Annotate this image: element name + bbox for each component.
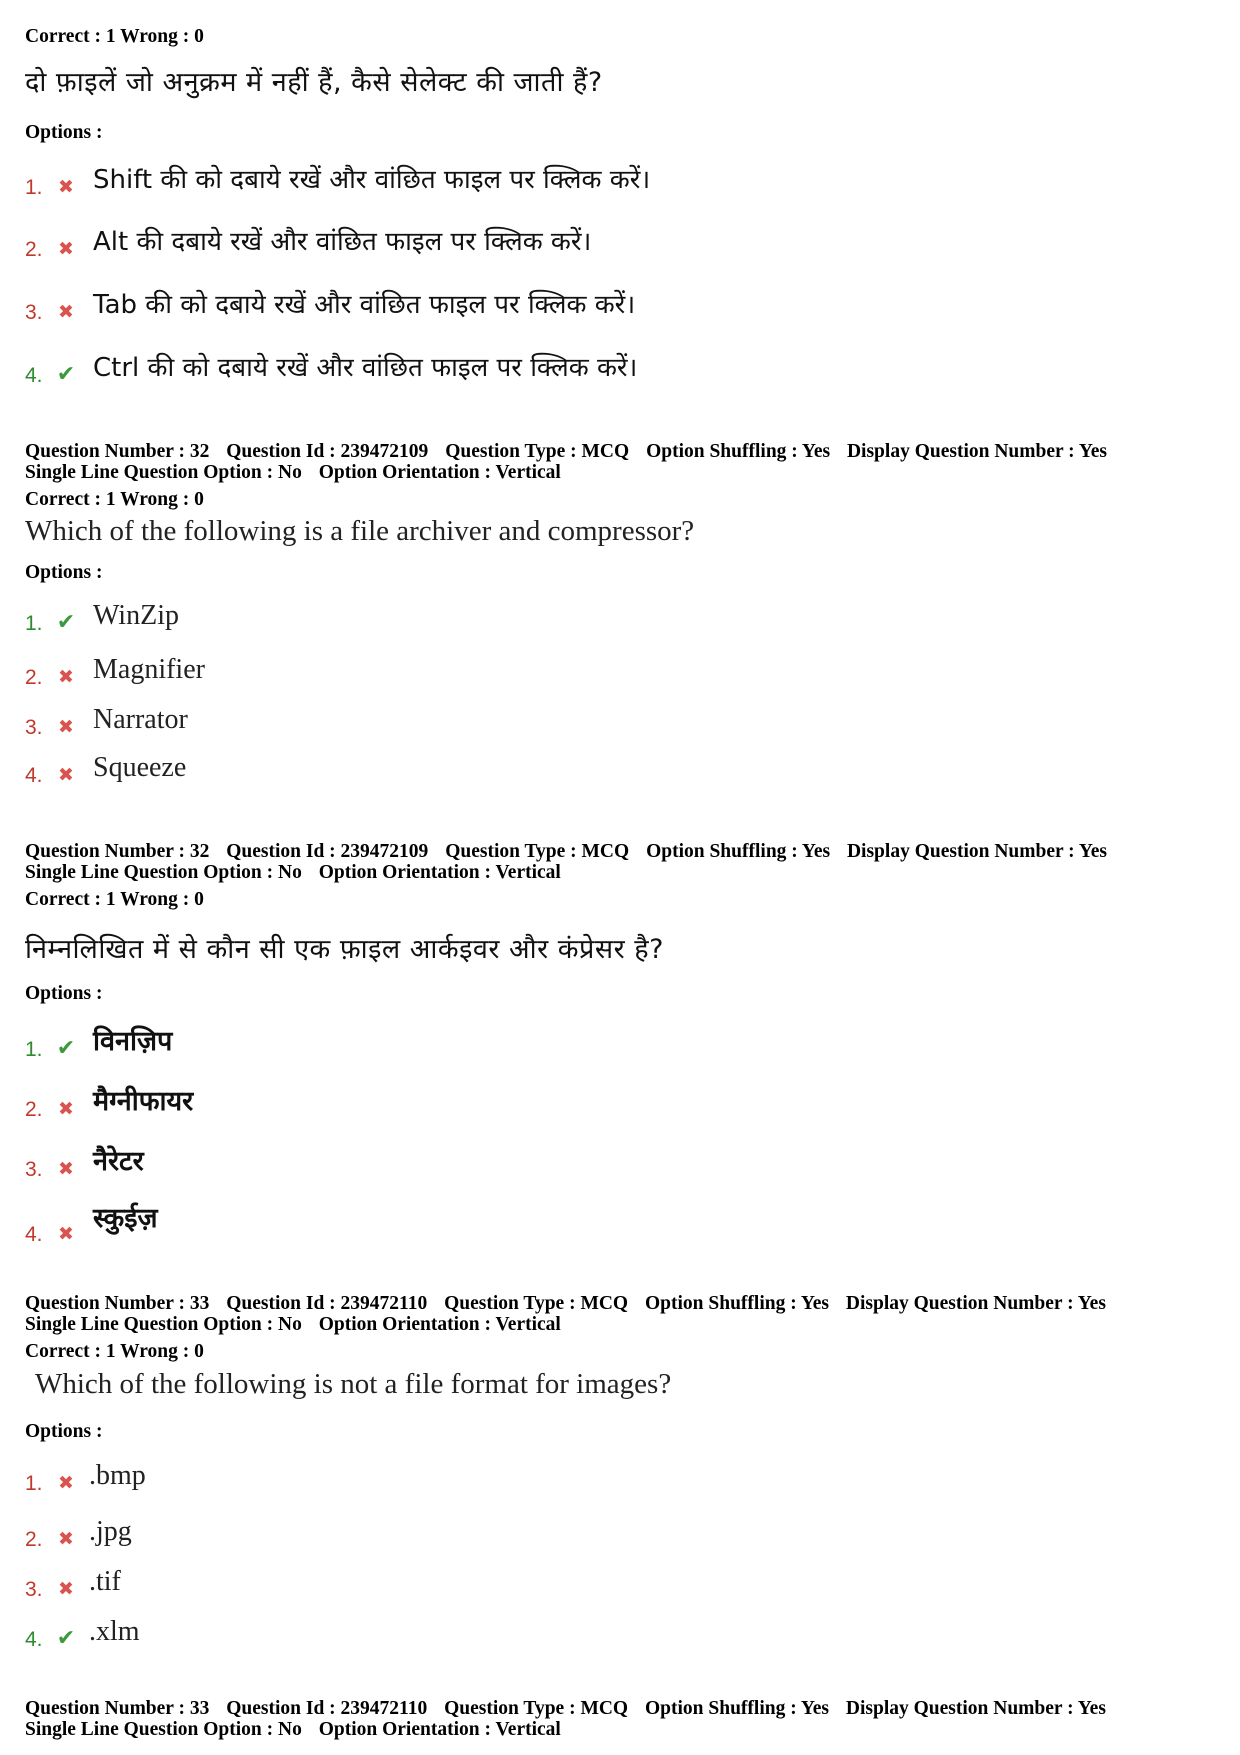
option-number: 3. xyxy=(25,1158,43,1181)
question-text: दो फ़ाइलें जो अनुक्रम में नहीं हैं, कैसे सेलेक्ट की जाती हैं? xyxy=(25,67,603,98)
option-item xyxy=(25,1080,1125,1124)
option-text: Alt की दबाये रखें और वांछित फाइल पर क्लिक करें। xyxy=(93,227,592,257)
option-shuffling: Option Shuffling : Yes xyxy=(644,1698,830,1719)
option-text: .tif xyxy=(89,1566,121,1597)
option-orientation: Option Orientation : Vertical xyxy=(318,462,561,483)
question-type: Question Type : MCQ xyxy=(444,1698,629,1719)
option-number: 2. xyxy=(25,1528,43,1551)
option-item xyxy=(25,1510,1125,1554)
question-text: निम्नलिखित में से कौन सी एक फ़ाइल आर्कइवर और कंप्रेसर है? xyxy=(25,934,664,965)
option-text: Narrator xyxy=(93,704,188,735)
option-number: 1. xyxy=(25,176,43,199)
option-item xyxy=(25,1205,1125,1249)
option-item xyxy=(25,1454,1125,1498)
options-label: Options : xyxy=(25,562,103,583)
single-line-option: Single Line Question Option : No xyxy=(25,1314,302,1335)
option-item xyxy=(25,746,1125,790)
option-number: 3. xyxy=(25,1578,43,1601)
option-item xyxy=(25,283,1125,327)
option-text: विनज़िप xyxy=(93,1026,173,1057)
option-item xyxy=(25,1560,1125,1604)
correct-wrong-count: Correct : 1 Wrong : 0 xyxy=(25,489,204,510)
question-type: Question Type : MCQ xyxy=(444,1293,629,1314)
cross-icon: ✖ xyxy=(58,1472,74,1494)
option-orientation: Option Orientation : Vertical xyxy=(318,1314,561,1335)
option-number: 3. xyxy=(25,716,43,739)
display-question-number: Display Question Number : Yes xyxy=(846,441,1107,462)
option-text: Magnifier xyxy=(93,654,205,685)
option-text: .xlm xyxy=(89,1616,140,1647)
cross-icon: ✖ xyxy=(58,1098,74,1120)
option-item xyxy=(25,1610,1125,1654)
options-label: Options : xyxy=(25,1421,103,1442)
option-number: 2. xyxy=(25,666,43,689)
correct-wrong-count: Correct : 1 Wrong : 0 xyxy=(25,1341,204,1362)
cross-icon: ✖ xyxy=(58,764,74,786)
display-question-number: Display Question Number : Yes xyxy=(845,1293,1106,1314)
cross-icon: ✖ xyxy=(58,1528,74,1550)
option-text: Tab की को दबाये रखें और वांछित फाइल पर क्लिक करें। xyxy=(93,290,636,320)
question-number: Question Number : 32 xyxy=(25,841,210,862)
single-line-option: Single Line Question Option : No xyxy=(25,862,302,883)
question-text: Which of the following is a file archiver and compressor? xyxy=(25,515,695,547)
question-meta xyxy=(25,1293,1215,1335)
option-shuffling: Option Shuffling : Yes xyxy=(646,841,831,862)
question-id: Question Id : 239472110 xyxy=(226,1698,428,1719)
single-line-option: Single Line Question Option : No xyxy=(25,1719,302,1740)
option-item xyxy=(25,648,1125,692)
cross-icon: ✖ xyxy=(58,716,74,738)
question-id: Question Id : 239472110 xyxy=(226,1293,428,1314)
question-id: Question Id : 239472109 xyxy=(226,841,429,862)
option-text: Squeeze xyxy=(93,752,187,783)
option-text: .jpg xyxy=(89,1516,132,1547)
cross-icon: ✖ xyxy=(58,238,74,260)
option-number: 1. xyxy=(25,1038,43,1061)
option-number: 4. xyxy=(25,1223,43,1246)
question-id: Question Id : 239472109 xyxy=(226,441,429,462)
display-question-number: Display Question Number : Yes xyxy=(845,1698,1106,1719)
option-item xyxy=(25,158,1125,202)
option-text: नैरेटर xyxy=(93,1146,144,1177)
cross-icon: ✖ xyxy=(58,176,74,198)
cross-icon: ✖ xyxy=(58,1223,74,1245)
option-number: 2. xyxy=(25,238,43,261)
option-orientation: Option Orientation : Vertical xyxy=(318,1719,561,1740)
options-label: Options : xyxy=(25,122,103,143)
question-meta xyxy=(25,841,1215,883)
option-text: स्कुईज़ xyxy=(93,1203,158,1234)
option-item xyxy=(25,220,1125,264)
question-meta xyxy=(25,441,1215,483)
cross-icon: ✖ xyxy=(58,1578,74,1600)
option-item xyxy=(25,594,1125,638)
option-number: 1. xyxy=(25,612,43,635)
question-number: Question Number : 32 xyxy=(25,441,210,462)
option-text: Shift की को दबाये रखें और वांछित फाइल पर क्लिक करें। xyxy=(93,165,651,195)
question-number: Question Number : 33 xyxy=(25,1698,210,1719)
single-line-option: Single Line Question Option : No xyxy=(25,462,302,483)
option-text: .bmp xyxy=(89,1460,146,1491)
display-question-number: Display Question Number : Yes xyxy=(846,841,1107,862)
option-shuffling: Option Shuffling : Yes xyxy=(644,1293,830,1314)
option-number: 2. xyxy=(25,1098,43,1121)
question-type: Question Type : MCQ xyxy=(445,441,630,462)
option-text: Ctrl की को दबाये रखें और वांछित फाइल पर क्लिक करें। xyxy=(93,353,638,383)
question-number: Question Number : 33 xyxy=(25,1293,210,1314)
check-icon: ✔ xyxy=(56,610,76,635)
option-item xyxy=(25,1020,1125,1064)
check-icon: ✔ xyxy=(56,1626,76,1651)
option-item xyxy=(25,698,1125,742)
option-number: 4. xyxy=(25,764,43,787)
option-item xyxy=(25,346,1125,390)
option-item xyxy=(25,1140,1125,1184)
option-number: 4. xyxy=(25,364,43,387)
question-type: Question Type : MCQ xyxy=(445,841,630,862)
option-orientation: Option Orientation : Vertical xyxy=(318,862,561,883)
option-number: 4. xyxy=(25,1628,43,1651)
check-icon: ✔ xyxy=(56,362,76,387)
question-meta xyxy=(25,1698,1215,1740)
cross-icon: ✖ xyxy=(58,1158,74,1180)
correct-wrong-count: Correct : 1 Wrong : 0 xyxy=(25,889,204,910)
option-text: WinZip xyxy=(93,600,179,631)
cross-icon: ✖ xyxy=(58,666,74,688)
option-text: मैग्नीफायर xyxy=(93,1086,194,1117)
option-number: 3. xyxy=(25,301,43,324)
option-number: 1. xyxy=(25,1472,43,1495)
cross-icon: ✖ xyxy=(58,301,74,323)
correct-wrong-count: Correct : 1 Wrong : 0 xyxy=(25,26,204,47)
check-icon: ✔ xyxy=(56,1036,76,1061)
question-text: Which of the following is not a file format for images? xyxy=(35,1368,672,1400)
options-label: Options : xyxy=(25,983,103,1004)
option-shuffling: Option Shuffling : Yes xyxy=(646,441,831,462)
